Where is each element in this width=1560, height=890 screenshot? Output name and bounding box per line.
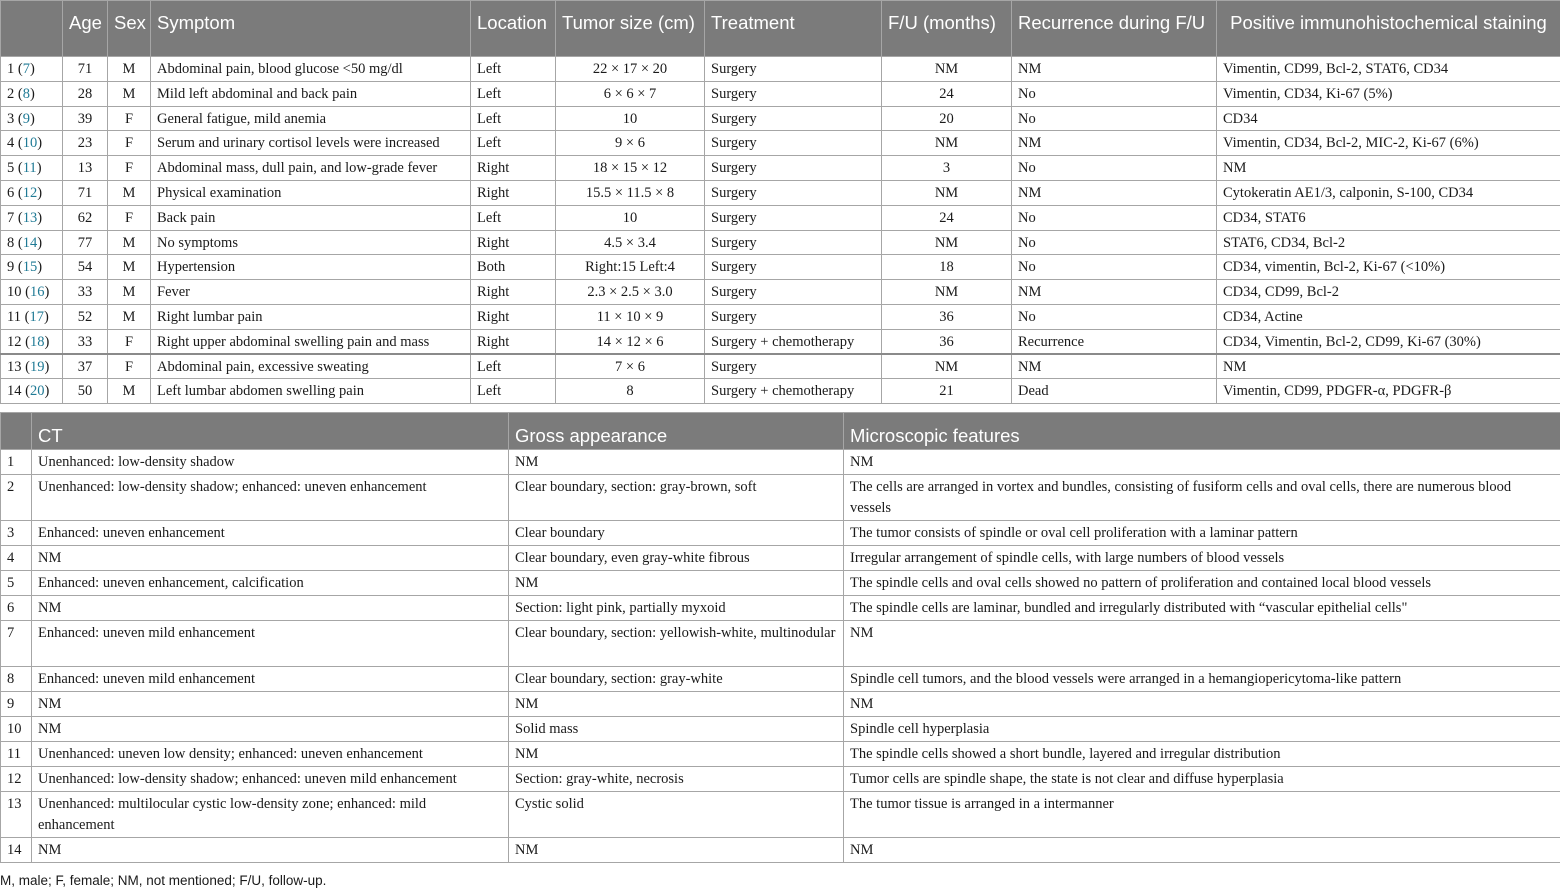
microscopic-cell: Tumor cells are spindle shape, the state is not clear and diffuse hyperplasia (844, 767, 1560, 792)
staining-cell: Vimentin, CD99, Bcl-2, STAT6, CD34 (1217, 57, 1560, 82)
table-row (1, 329, 1560, 354)
treatment-cell: Surgery (705, 354, 882, 379)
sex-cell: M (108, 280, 151, 305)
case-number: 3 (7, 110, 15, 127)
sex-cell: M (108, 255, 151, 280)
gross-cell: NM (509, 571, 844, 596)
case-cell: 11 (17) (1, 304, 63, 329)
case-cell: 4 (1, 546, 32, 571)
tumor-size-cell: 6 × 6 × 7 (556, 81, 705, 106)
case-cell: 7 (1, 621, 32, 667)
tumor-size-cell: 7 × 6 (556, 354, 705, 379)
fu-cell: NM (882, 131, 1012, 156)
symptom-cell: General fatigue, mild anemia (151, 106, 471, 131)
case-number: 13 (7, 359, 22, 376)
reference-link[interactable]: 13 (22, 209, 38, 226)
case-number: 9 (7, 259, 15, 276)
symptom-cell: Serum and urinary cortisol levels were increased (151, 131, 471, 156)
treatment-cell: Surgery (705, 180, 882, 205)
microscopic-cell: The spindle cells are laminar, bundled and irregularly distributed with “vascular epithelial cells" (844, 596, 1560, 621)
fu-cell: NM (882, 354, 1012, 379)
case-cell: 12 (18) (1, 329, 63, 354)
reference-link[interactable]: 12 (22, 184, 38, 201)
tumor-size-cell: 14 × 12 × 6 (556, 329, 705, 354)
gross-cell: Clear boundary, even gray-white fibrous (509, 546, 844, 571)
recurrence-cell: No (1012, 255, 1217, 280)
reference-link[interactable]: 16 (29, 284, 45, 301)
table-row (1, 521, 1560, 546)
ct-cell: NM (32, 596, 509, 621)
treatment-cell: Surgery (705, 131, 882, 156)
location-cell: Both (471, 255, 556, 280)
ct-cell: Enhanced: uneven mild enhancement (32, 621, 509, 667)
location-cell: Right (471, 156, 556, 181)
age-cell: 77 (63, 230, 108, 255)
gross-cell: Clear boundary, section: gray-brown, soft (509, 475, 844, 521)
header-ct: CT (32, 413, 509, 450)
staining-cell: NM (1217, 354, 1560, 379)
age-cell: 33 (63, 280, 108, 305)
fu-cell: 24 (882, 205, 1012, 230)
location-cell: Right (471, 329, 556, 354)
recurrence-cell: NM (1012, 57, 1217, 82)
table-row (1, 379, 1560, 404)
fu-cell: NM (882, 180, 1012, 205)
ct-cell: NM (32, 838, 509, 863)
recurrence-cell: No (1012, 156, 1217, 181)
recurrence-cell: NM (1012, 354, 1217, 379)
sex-cell: M (108, 304, 151, 329)
location-cell: Left (471, 379, 556, 404)
tumor-size-cell: 11 × 10 × 9 (556, 304, 705, 329)
treatment-cell: Surgery (705, 280, 882, 305)
microscopic-cell: Spindle cell hyperplasia (844, 717, 1560, 742)
symptom-cell: No symptoms (151, 230, 471, 255)
gross-cell: NM (509, 742, 844, 767)
age-cell: 71 (63, 180, 108, 205)
table-row (1, 792, 1560, 838)
case-cell: 14 (1, 838, 32, 863)
fu-cell: 3 (882, 156, 1012, 181)
gross-cell: Clear boundary, section: gray-white (509, 667, 844, 692)
table-row (1, 354, 1560, 379)
symptom-cell: Right lumbar pain (151, 304, 471, 329)
fu-cell: NM (882, 57, 1012, 82)
tumor-size-cell: 15.5 × 11.5 × 8 (556, 180, 705, 205)
tumor-size-cell: 18 × 15 × 12 (556, 156, 705, 181)
fu-cell: 36 (882, 304, 1012, 329)
tumor-size-cell: 22 × 17 × 20 (556, 57, 705, 82)
table-row (1, 156, 1560, 181)
symptom-cell: Mild left abdominal and back pain (151, 81, 471, 106)
sex-cell: M (108, 180, 151, 205)
case-number: 1 (7, 61, 15, 77)
header-fu-months: F/U (months) (882, 1, 1012, 57)
case-cell: 7 (13) (1, 205, 63, 230)
table1-header-row (1, 1, 1560, 57)
case-cell: 10 (1, 717, 32, 742)
header-symptom: Symptom (151, 1, 471, 57)
reference-link[interactable]: 8 (22, 85, 30, 102)
staining-cell: CD34 (1217, 106, 1560, 131)
age-cell: 52 (63, 304, 108, 329)
table-footnote: M, male; F, female; NM, not mentioned; F/U, follow-up. (0, 873, 327, 888)
case-number: 8 (7, 234, 15, 251)
recurrence-cell: No (1012, 205, 1217, 230)
staining-cell: CD34, Actine (1217, 304, 1560, 329)
symptom-cell: Right upper abdominal swelling pain and mass (151, 329, 471, 354)
recurrence-cell: No (1012, 304, 1217, 329)
header-microscopic: Microscopic features (844, 413, 1560, 450)
table-row (1, 230, 1560, 255)
reference-link[interactable]: 10 (22, 135, 38, 152)
table-row (1, 81, 1560, 106)
fu-cell: 24 (882, 81, 1012, 106)
case-number: 2 (7, 85, 15, 102)
microscopic-cell: NM (844, 450, 1560, 475)
gross-cell: Solid mass (509, 717, 844, 742)
case-number: 7 (7, 209, 15, 226)
table-row (1, 571, 1560, 596)
case-cell: 13 (19) (1, 354, 63, 379)
recurrence-cell: Recurrence (1012, 329, 1217, 354)
treatment-cell: Surgery (705, 57, 882, 82)
case-cell: 5 (1, 571, 32, 596)
ct-cell: NM (32, 692, 509, 717)
age-cell: 23 (63, 131, 108, 156)
case-number: 12 (7, 333, 22, 350)
case-cell: 1 (1, 450, 32, 475)
staining-cell: CD34, vimentin, Bcl-2, Ki-67 (<10%) (1217, 255, 1560, 280)
staining-cell: Vimentin, CD99, PDGFR-α, PDGFR-β (1217, 379, 1560, 404)
recurrence-cell: No (1012, 106, 1217, 131)
microscopic-cell: Irregular arrangement of spindle cells, with large numbers of blood vessels (844, 546, 1560, 571)
ct-cell: Enhanced: uneven mild enhancement (32, 667, 509, 692)
table-row (1, 596, 1560, 621)
ct-cell: Enhanced: uneven enhancement (32, 521, 509, 546)
treatment-cell: Surgery (705, 255, 882, 280)
case-cell: 9 (1, 692, 32, 717)
sex-cell: M (108, 379, 151, 404)
table-row (1, 450, 1560, 475)
gross-cell: Cystic solid (509, 792, 844, 838)
staining-cell: Vimentin, CD34, Ki-67 (5%) (1217, 81, 1560, 106)
fu-cell: 21 (882, 379, 1012, 404)
header-sex: Sex (108, 1, 151, 57)
case-cell: 2 (8) (1, 81, 63, 106)
case-cell: 2 (1, 475, 32, 521)
case-cell: 3 (1, 521, 32, 546)
treatment-cell: Surgery (705, 106, 882, 131)
symptom-cell: Fever (151, 280, 471, 305)
treatment-cell: Surgery (705, 205, 882, 230)
fu-cell: 18 (882, 255, 1012, 280)
case-cell: 1 (7) (1, 57, 63, 82)
sex-cell: F (108, 354, 151, 379)
sex-cell: F (108, 205, 151, 230)
age-cell: 50 (63, 379, 108, 404)
reference-link[interactable]: 9 (22, 110, 30, 127)
age-cell: 28 (63, 81, 108, 106)
recurrence-cell: No (1012, 230, 1217, 255)
case-cell: 9 (15) (1, 255, 63, 280)
reference-link[interactable]: 7 (22, 61, 30, 77)
case-cell: 5 (11) (1, 156, 63, 181)
recurrence-cell: No (1012, 81, 1217, 106)
imaging-pathology-table (0, 412, 1560, 863)
gross-cell: Section: light pink, partially myxoid (509, 596, 844, 621)
location-cell: Right (471, 180, 556, 205)
age-cell: 54 (63, 255, 108, 280)
age-cell: 39 (63, 106, 108, 131)
table-row (1, 767, 1560, 792)
staining-cell: CD34, Vimentin, Bcl-2, CD99, Ki-67 (30%) (1217, 329, 1560, 354)
ct-cell: Enhanced: uneven enhancement, calcification (32, 571, 509, 596)
reference-link[interactable]: 14 (22, 234, 38, 251)
case-cell: 10 (16) (1, 280, 63, 305)
location-cell: Right (471, 304, 556, 329)
gross-cell: Section: gray-white, necrosis (509, 767, 844, 792)
recurrence-cell: NM (1012, 131, 1217, 156)
microscopic-cell: The spindle cells and oval cells showed no pattern of proliferation and contained local blood vessels (844, 571, 1560, 596)
microscopic-cell: The tumor tissue is arranged in a intermanner (844, 792, 1560, 838)
table2-header-row (1, 413, 1560, 450)
sex-cell: F (108, 131, 151, 156)
location-cell: Left (471, 57, 556, 82)
reference-link[interactable]: 19 (29, 359, 45, 376)
header-gross: Gross appearance (509, 413, 844, 450)
microscopic-cell: The tumor consists of spindle or oval cell proliferation with a laminar pattern (844, 521, 1560, 546)
ct-cell: Unenhanced: uneven low density; enhanced: uneven enhancement (32, 742, 509, 767)
table-row (1, 106, 1560, 131)
sex-cell: M (108, 230, 151, 255)
sex-cell: M (108, 57, 151, 82)
case-summary-table (0, 0, 1560, 404)
treatment-cell: Surgery + chemotherapy (705, 329, 882, 354)
header-staining: Positive immunohistochemical staining (1217, 1, 1560, 57)
table-row (1, 838, 1560, 863)
symptom-cell: Hypertension (151, 255, 471, 280)
header-case (1, 413, 32, 450)
treatment-cell: Surgery (705, 304, 882, 329)
tumor-size-cell: Right:15 Left:4 (556, 255, 705, 280)
case-number: 4 (7, 135, 15, 152)
location-cell: Left (471, 354, 556, 379)
case-number: 10 (7, 284, 22, 301)
tumor-size-cell: 2.3 × 2.5 × 3.0 (556, 280, 705, 305)
header-recurrence: Recurrence during F/U (1012, 1, 1217, 57)
sex-cell: M (108, 81, 151, 106)
microscopic-cell: NM (844, 621, 1560, 667)
header-location: Location (471, 1, 556, 57)
case-cell: 6 (12) (1, 180, 63, 205)
fu-cell: NM (882, 280, 1012, 305)
symptom-cell: Abdominal mass, dull pain, and low-grade fever (151, 156, 471, 181)
symptom-cell: Left lumbar abdomen swelling pain (151, 379, 471, 404)
table-row (1, 667, 1560, 692)
case-cell: 11 (1, 742, 32, 767)
location-cell: Left (471, 205, 556, 230)
tumor-size-cell: 10 (556, 205, 705, 230)
recurrence-cell: Dead (1012, 379, 1217, 404)
sex-cell: F (108, 156, 151, 181)
symptom-cell: Physical examination (151, 180, 471, 205)
microscopic-cell: NM (844, 692, 1560, 717)
gross-cell: NM (509, 450, 844, 475)
table-row (1, 475, 1560, 521)
case-cell: 12 (1, 767, 32, 792)
gross-cell: Clear boundary, section: yellowish-white, multinodular (509, 621, 844, 667)
ct-cell: Unenhanced: low-density shadow (32, 450, 509, 475)
ct-cell: NM (32, 546, 509, 571)
microscopic-cell: The spindle cells showed a short bundle, layered and irregular distribution (844, 742, 1560, 767)
case-cell: 3 (9) (1, 106, 63, 131)
header-case (1, 1, 63, 57)
symptom-cell: Abdominal pain, excessive sweating (151, 354, 471, 379)
reference-link[interactable]: 20 (29, 383, 45, 400)
case-cell: 6 (1, 596, 32, 621)
table-row (1, 621, 1560, 667)
age-cell: 62 (63, 205, 108, 230)
header-age: Age (63, 1, 108, 57)
location-cell: Right (471, 230, 556, 255)
table-row (1, 742, 1560, 767)
symptom-cell: Back pain (151, 205, 471, 230)
staining-cell: Vimentin, CD34, Bcl-2, MIC-2, Ki-67 (6%) (1217, 131, 1560, 156)
table-row (1, 717, 1560, 742)
tumor-size-cell: 8 (556, 379, 705, 404)
sex-cell: F (108, 106, 151, 131)
staining-cell: CD34, STAT6 (1217, 205, 1560, 230)
case-cell: 8 (14) (1, 230, 63, 255)
age-cell: 33 (63, 329, 108, 354)
treatment-cell: Surgery (705, 230, 882, 255)
table-row (1, 180, 1560, 205)
case-cell: 8 (1, 667, 32, 692)
treatment-cell: Surgery + chemotherapy (705, 379, 882, 404)
table-row (1, 304, 1560, 329)
gross-cell: NM (509, 692, 844, 717)
location-cell: Right (471, 280, 556, 305)
fu-cell: 20 (882, 106, 1012, 131)
tumor-size-cell: 9 × 6 (556, 131, 705, 156)
age-cell: 37 (63, 354, 108, 379)
ct-cell: Unenhanced: low-density shadow; enhanced: uneven enhancement (32, 475, 509, 521)
table-row (1, 57, 1560, 82)
microscopic-cell: Spindle cell tumors, and the blood vessels were arranged in a hemangiopericytoma-like pattern (844, 667, 1560, 692)
treatment-cell: Surgery (705, 81, 882, 106)
location-cell: Left (471, 81, 556, 106)
sex-cell: F (108, 329, 151, 354)
reference-link[interactable]: 18 (29, 333, 45, 350)
reference-link[interactable]: 11 (22, 160, 37, 177)
staining-cell: Cytokeratin AE1/3, calponin, S-100, CD34 (1217, 180, 1560, 205)
recurrence-cell: NM (1012, 280, 1217, 305)
age-cell: 71 (63, 57, 108, 82)
ct-cell: Unenhanced: multilocular cystic low-density zone; enhanced: mild enhancement (32, 792, 509, 838)
tumor-size-cell: 10 (556, 106, 705, 131)
case-number: 5 (7, 160, 15, 177)
case-cell: 14 (20) (1, 379, 63, 404)
microscopic-cell: The cells are arranged in vortex and bundles, consisting of fusiform cells and oval cells, there are numerous blood vessels (844, 475, 1560, 521)
header-tumor-size: Tumor size (cm) (556, 1, 705, 57)
recurrence-cell: NM (1012, 180, 1217, 205)
ct-cell: NM (32, 717, 509, 742)
table-row (1, 255, 1560, 280)
microscopic-cell: NM (844, 838, 1560, 863)
table-row (1, 131, 1560, 156)
case-number: 6 (7, 184, 15, 201)
fu-cell: 36 (882, 329, 1012, 354)
ct-cell: Unenhanced: low-density shadow; enhanced: uneven mild enhancement (32, 767, 509, 792)
staining-cell: CD34, CD99, Bcl-2 (1217, 280, 1560, 305)
reference-link[interactable]: 15 (22, 259, 38, 276)
fu-cell: NM (882, 230, 1012, 255)
table-row (1, 692, 1560, 717)
symptom-cell: Abdominal pain, blood glucose <50 mg/dl (151, 57, 471, 82)
case-number: 11 (7, 308, 21, 325)
table-row (1, 205, 1560, 230)
reference-link[interactable]: 17 (29, 308, 44, 325)
location-cell: Left (471, 131, 556, 156)
case-cell: 13 (1, 792, 32, 838)
case-number: 14 (7, 383, 22, 400)
table-row (1, 546, 1560, 571)
table-row (1, 280, 1560, 305)
gross-cell: Clear boundary (509, 521, 844, 546)
age-cell: 13 (63, 156, 108, 181)
gross-cell: NM (509, 838, 844, 863)
case-cell: 4 (10) (1, 131, 63, 156)
staining-cell: NM (1217, 156, 1560, 181)
treatment-cell: Surgery (705, 156, 882, 181)
tumor-size-cell: 4.5 × 3.4 (556, 230, 705, 255)
location-cell: Left (471, 106, 556, 131)
header-treatment: Treatment (705, 1, 882, 57)
staining-cell: STAT6, CD34, Bcl-2 (1217, 230, 1560, 255)
